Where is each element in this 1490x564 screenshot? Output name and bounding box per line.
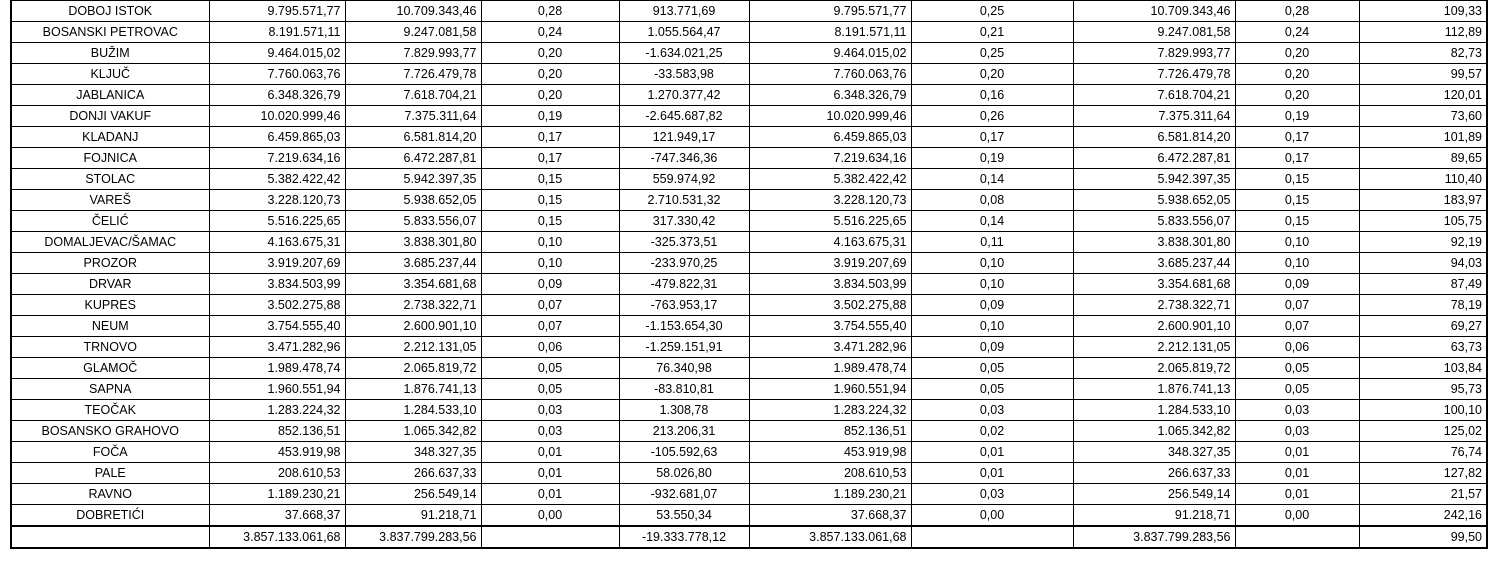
share-cell-col8: 0,17: [1235, 127, 1359, 148]
value-cell-col1: 3.502.275,88: [209, 295, 345, 316]
difference-cell-col4: 913.771,69: [619, 1, 749, 22]
difference-cell-col4: -33.583,98: [619, 64, 749, 85]
value-cell-col2: 7.726.479,78: [345, 64, 481, 85]
index-cell-col9: 82,73: [1359, 43, 1487, 64]
value-cell-col2: 91.218,71: [345, 505, 481, 527]
value-cell-col7: 2.600.901,10: [1073, 316, 1235, 337]
difference-cell-col4: -1.153.654,30: [619, 316, 749, 337]
share-cell-col8: 0,10: [1235, 253, 1359, 274]
value-cell-col1: 5.516.225,65: [209, 211, 345, 232]
share-cell-col6: 0,09: [911, 337, 1073, 358]
share-cell-col3: 0,00: [481, 505, 619, 527]
index-cell-col9: 21,57: [1359, 484, 1487, 505]
share-cell-col8: 0,15: [1235, 190, 1359, 211]
value-cell-col5: 3.502.275,88: [749, 295, 911, 316]
value-cell-col1: 9.795.571,77: [209, 1, 345, 22]
value-cell-col5: 1.189.230,21: [749, 484, 911, 505]
value-cell-col1: 1.989.478,74: [209, 358, 345, 379]
municipality-name-cell: KUPRES: [11, 295, 209, 316]
share-cell-col8: 0,15: [1235, 169, 1359, 190]
total-share-cell-col6: [911, 526, 1073, 548]
share-cell-col6: 0,20: [911, 64, 1073, 85]
share-cell-col3: 0,06: [481, 337, 619, 358]
table-row: [11, 295, 1487, 316]
value-cell-col5: 6.348.326,79: [749, 85, 911, 106]
table-row: [11, 505, 1487, 527]
value-cell-col1: 208.610,53: [209, 463, 345, 484]
share-cell-col3: 0,24: [481, 22, 619, 43]
total-value-cell-col2: 3.837.799.283,56: [345, 526, 481, 548]
share-cell-col8: 0,03: [1235, 421, 1359, 442]
difference-cell-col4: 2.710.531,32: [619, 190, 749, 211]
table-row: [11, 232, 1487, 253]
value-cell-col1: 852.136,51: [209, 421, 345, 442]
value-cell-col5: 208.610,53: [749, 463, 911, 484]
value-cell-col5: 37.668,37: [749, 505, 911, 527]
index-cell-col9: 110,40: [1359, 169, 1487, 190]
value-cell-col2: 5.833.556,07: [345, 211, 481, 232]
share-cell-col8: 0,01: [1235, 463, 1359, 484]
index-cell-col9: 63,73: [1359, 337, 1487, 358]
municipality-name-cell: ČELIĆ: [11, 211, 209, 232]
value-cell-col1: 1.189.230,21: [209, 484, 345, 505]
table-row: [11, 337, 1487, 358]
value-cell-col5: 1.960.551,94: [749, 379, 911, 400]
share-cell-col6: 0,10: [911, 274, 1073, 295]
total-value-cell-col1: 3.857.133.061,68: [209, 526, 345, 548]
value-cell-col1: 3.834.503,99: [209, 274, 345, 295]
share-cell-col6: 0,21: [911, 22, 1073, 43]
value-cell-col1: 9.464.015,02: [209, 43, 345, 64]
value-cell-col5: 852.136,51: [749, 421, 911, 442]
difference-cell-col4: 1.270.377,42: [619, 85, 749, 106]
share-cell-col6: 0,03: [911, 400, 1073, 421]
difference-cell-col4: -1.634.021,25: [619, 43, 749, 64]
value-cell-col5: 3.471.282,96: [749, 337, 911, 358]
index-cell-col9: 100,10: [1359, 400, 1487, 421]
difference-cell-col4: 213.206,31: [619, 421, 749, 442]
value-cell-col5: 7.219.634,16: [749, 148, 911, 169]
table-row: [11, 211, 1487, 232]
value-cell-col2: 3.685.237,44: [345, 253, 481, 274]
table-row: [11, 274, 1487, 295]
table-row: [11, 484, 1487, 505]
difference-cell-col4: -2.645.687,82: [619, 106, 749, 127]
index-cell-col9: 87,49: [1359, 274, 1487, 295]
value-cell-col7: 7.375.311,64: [1073, 106, 1235, 127]
municipality-name-cell: TRNOVO: [11, 337, 209, 358]
value-cell-col1: 7.760.063,76: [209, 64, 345, 85]
municipality-name-cell: DOBOJ ISTOK: [11, 1, 209, 22]
index-cell-col9: 101,89: [1359, 127, 1487, 148]
value-cell-col1: 3.471.282,96: [209, 337, 345, 358]
share-cell-col8: 0,20: [1235, 43, 1359, 64]
share-cell-col3: 0,20: [481, 64, 619, 85]
difference-cell-col4: -763.953,17: [619, 295, 749, 316]
municipality-name-cell: KLADANJ: [11, 127, 209, 148]
table-body: [11, 1, 1487, 549]
table-row: [11, 190, 1487, 211]
value-cell-col2: 5.942.397,35: [345, 169, 481, 190]
value-cell-col7: 348.327,35: [1073, 442, 1235, 463]
table-row: [11, 442, 1487, 463]
municipality-revenue-table: [10, 0, 1488, 549]
share-cell-col3: 0,05: [481, 358, 619, 379]
value-cell-col1: 10.020.999,46: [209, 106, 345, 127]
value-cell-col1: 4.163.675,31: [209, 232, 345, 253]
value-cell-col5: 3.834.503,99: [749, 274, 911, 295]
share-cell-col3: 0,15: [481, 169, 619, 190]
share-cell-col6: 0,03: [911, 484, 1073, 505]
total-row: [11, 526, 1487, 548]
share-cell-col8: 0,07: [1235, 316, 1359, 337]
share-cell-col3: 0,05: [481, 379, 619, 400]
index-cell-col9: 127,82: [1359, 463, 1487, 484]
value-cell-col7: 2.212.131,05: [1073, 337, 1235, 358]
share-cell-col8: 0,20: [1235, 64, 1359, 85]
table-row: [11, 148, 1487, 169]
share-cell-col3: 0,03: [481, 400, 619, 421]
total-value-cell-col7: 3.837.799.283,56: [1073, 526, 1235, 548]
value-cell-col5: 5.382.422,42: [749, 169, 911, 190]
share-cell-col6: 0,10: [911, 253, 1073, 274]
share-cell-col6: 0,05: [911, 379, 1073, 400]
value-cell-col5: 1.989.478,74: [749, 358, 911, 379]
value-cell-col2: 348.327,35: [345, 442, 481, 463]
value-cell-col1: 453.919,98: [209, 442, 345, 463]
value-cell-col7: 7.618.704,21: [1073, 85, 1235, 106]
value-cell-col5: 7.760.063,76: [749, 64, 911, 85]
total-share-cell-col8: [1235, 526, 1359, 548]
share-cell-col8: 0,05: [1235, 358, 1359, 379]
share-cell-col3: 0,09: [481, 274, 619, 295]
value-cell-col5: 3.754.555,40: [749, 316, 911, 337]
value-cell-col7: 9.247.081,58: [1073, 22, 1235, 43]
index-cell-col9: 69,27: [1359, 316, 1487, 337]
value-cell-col7: 5.942.397,35: [1073, 169, 1235, 190]
value-cell-col5: 8.191.571,11: [749, 22, 911, 43]
index-cell-col9: 94,03: [1359, 253, 1487, 274]
value-cell-col7: 266.637,33: [1073, 463, 1235, 484]
value-cell-col1: 3.754.555,40: [209, 316, 345, 337]
value-cell-col1: 3.228.120,73: [209, 190, 345, 211]
share-cell-col6: 0,05: [911, 358, 1073, 379]
value-cell-col2: 7.829.993,77: [345, 43, 481, 64]
difference-cell-col4: -233.970,25: [619, 253, 749, 274]
value-cell-col5: 5.516.225,65: [749, 211, 911, 232]
share-cell-col3: 0,17: [481, 148, 619, 169]
table-row: [11, 169, 1487, 190]
share-cell-col8: 0,00: [1235, 505, 1359, 527]
table-row: [11, 85, 1487, 106]
difference-cell-col4: 317.330,42: [619, 211, 749, 232]
municipality-name-cell: BUŽIM: [11, 43, 209, 64]
value-cell-col7: 1.284.533,10: [1073, 400, 1235, 421]
value-cell-col1: 1.960.551,94: [209, 379, 345, 400]
table-row: [11, 400, 1487, 421]
value-cell-col1: 6.348.326,79: [209, 85, 345, 106]
index-cell-col9: 105,75: [1359, 211, 1487, 232]
value-cell-col2: 1.065.342,82: [345, 421, 481, 442]
municipality-name-cell: BOSANSKO GRAHOVO: [11, 421, 209, 442]
difference-cell-col4: 559.974,92: [619, 169, 749, 190]
share-cell-col3: 0,01: [481, 484, 619, 505]
index-cell-col9: 103,84: [1359, 358, 1487, 379]
value-cell-col5: 453.919,98: [749, 442, 911, 463]
table-row: [11, 64, 1487, 85]
share-cell-col8: 0,06: [1235, 337, 1359, 358]
table-row: [11, 379, 1487, 400]
value-cell-col7: 3.685.237,44: [1073, 253, 1235, 274]
share-cell-col3: 0,15: [481, 190, 619, 211]
municipality-name-cell: STOLAC: [11, 169, 209, 190]
share-cell-col6: 0,08: [911, 190, 1073, 211]
value-cell-col2: 6.472.287,81: [345, 148, 481, 169]
share-cell-col6: 0,19: [911, 148, 1073, 169]
index-cell-col9: 76,74: [1359, 442, 1487, 463]
index-cell-col9: 120,01: [1359, 85, 1487, 106]
share-cell-col6: 0,01: [911, 463, 1073, 484]
table-row: [11, 106, 1487, 127]
value-cell-col7: 7.726.479,78: [1073, 64, 1235, 85]
value-cell-col7: 7.829.993,77: [1073, 43, 1235, 64]
municipality-name-cell: SAPNA: [11, 379, 209, 400]
value-cell-col2: 6.581.814,20: [345, 127, 481, 148]
table-row: [11, 421, 1487, 442]
value-cell-col2: 256.549,14: [345, 484, 481, 505]
value-cell-col5: 1.283.224,32: [749, 400, 911, 421]
municipality-name-cell: PROZOR: [11, 253, 209, 274]
value-cell-col7: 6.472.287,81: [1073, 148, 1235, 169]
share-cell-col6: 0,16: [911, 85, 1073, 106]
share-cell-col3: 0,01: [481, 463, 619, 484]
value-cell-col1: 8.191.571,11: [209, 22, 345, 43]
share-cell-col3: 0,28: [481, 1, 619, 22]
share-cell-col6: 0,14: [911, 169, 1073, 190]
municipality-name-cell: KLJUČ: [11, 64, 209, 85]
share-cell-col8: 0,28: [1235, 1, 1359, 22]
index-cell-col9: 95,73: [1359, 379, 1487, 400]
share-cell-col6: 0,26: [911, 106, 1073, 127]
municipality-name-cell: RAVNO: [11, 484, 209, 505]
value-cell-col7: 3.838.301,80: [1073, 232, 1235, 253]
index-cell-col9: 73,60: [1359, 106, 1487, 127]
value-cell-col2: 3.838.301,80: [345, 232, 481, 253]
value-cell-col7: 1.876.741,13: [1073, 379, 1235, 400]
value-cell-col7: 3.354.681,68: [1073, 274, 1235, 295]
value-cell-col2: 3.354.681,68: [345, 274, 481, 295]
municipality-name-cell: PALE: [11, 463, 209, 484]
index-cell-col9: 89,65: [1359, 148, 1487, 169]
value-cell-col2: 10.709.343,46: [345, 1, 481, 22]
value-cell-col2: 2.738.322,71: [345, 295, 481, 316]
municipality-name-cell: DOBRETIĆI: [11, 505, 209, 527]
share-cell-col3: 0,19: [481, 106, 619, 127]
difference-cell-col4: -479.822,31: [619, 274, 749, 295]
share-cell-col8: 0,09: [1235, 274, 1359, 295]
value-cell-col5: 4.163.675,31: [749, 232, 911, 253]
difference-cell-col4: -325.373,51: [619, 232, 749, 253]
value-cell-col7: 6.581.814,20: [1073, 127, 1235, 148]
municipality-name-cell: JABLANICA: [11, 85, 209, 106]
value-cell-col7: 2.065.819,72: [1073, 358, 1235, 379]
value-cell-col1: 3.919.207,69: [209, 253, 345, 274]
share-cell-col8: 0,03: [1235, 400, 1359, 421]
municipality-name-cell: DONJI VAKUF: [11, 106, 209, 127]
share-cell-col3: 0,10: [481, 253, 619, 274]
table-row: [11, 253, 1487, 274]
table-row: [11, 1, 1487, 22]
share-cell-col3: 0,03: [481, 421, 619, 442]
difference-cell-col4: -932.681,07: [619, 484, 749, 505]
value-cell-col7: 2.738.322,71: [1073, 295, 1235, 316]
table-row: [11, 43, 1487, 64]
difference-cell-col4: 53.550,34: [619, 505, 749, 527]
difference-cell-col4: -747.346,36: [619, 148, 749, 169]
value-cell-col2: 2.065.819,72: [345, 358, 481, 379]
share-cell-col6: 0,02: [911, 421, 1073, 442]
value-cell-col1: 7.219.634,16: [209, 148, 345, 169]
share-cell-col6: 0,00: [911, 505, 1073, 527]
share-cell-col3: 0,10: [481, 232, 619, 253]
value-cell-col2: 7.375.311,64: [345, 106, 481, 127]
municipality-name-cell: GLAMOČ: [11, 358, 209, 379]
value-cell-col5: 9.464.015,02: [749, 43, 911, 64]
share-cell-col6: 0,17: [911, 127, 1073, 148]
share-cell-col3: 0,20: [481, 43, 619, 64]
share-cell-col3: 0,01: [481, 442, 619, 463]
table-row: [11, 358, 1487, 379]
value-cell-col1: 1.283.224,32: [209, 400, 345, 421]
index-cell-col9: 125,02: [1359, 421, 1487, 442]
share-cell-col6: 0,10: [911, 316, 1073, 337]
index-cell-col9: 112,89: [1359, 22, 1487, 43]
table-row: [11, 316, 1487, 337]
value-cell-col2: 266.637,33: [345, 463, 481, 484]
value-cell-col7: 256.549,14: [1073, 484, 1235, 505]
share-cell-col6: 0,25: [911, 43, 1073, 64]
value-cell-col2: 1.876.741,13: [345, 379, 481, 400]
total-value-cell-col5: 3.857.133.061,68: [749, 526, 911, 548]
total-difference-cell-col4: -19.333.778,12: [619, 526, 749, 548]
share-cell-col8: 0,01: [1235, 442, 1359, 463]
municipality-name-cell: FOJNICA: [11, 148, 209, 169]
municipality-name-cell: FOČA: [11, 442, 209, 463]
share-cell-col6: 0,01: [911, 442, 1073, 463]
total-index-cell-col9: 99,50: [1359, 526, 1487, 548]
share-cell-col3: 0,17: [481, 127, 619, 148]
value-cell-col5: 9.795.571,77: [749, 1, 911, 22]
value-cell-col1: 6.459.865,03: [209, 127, 345, 148]
share-cell-col6: 0,11: [911, 232, 1073, 253]
share-cell-col3: 0,15: [481, 211, 619, 232]
difference-cell-col4: 58.026,80: [619, 463, 749, 484]
share-cell-col6: 0,25: [911, 1, 1073, 22]
difference-cell-col4: -83.810,81: [619, 379, 749, 400]
value-cell-col2: 2.212.131,05: [345, 337, 481, 358]
value-cell-col2: 5.938.652,05: [345, 190, 481, 211]
index-cell-col9: 99,57: [1359, 64, 1487, 85]
value-cell-col2: 7.618.704,21: [345, 85, 481, 106]
value-cell-col2: 9.247.081,58: [345, 22, 481, 43]
index-cell-col9: 242,16: [1359, 505, 1487, 527]
value-cell-col5: 3.228.120,73: [749, 190, 911, 211]
value-cell-col2: 2.600.901,10: [345, 316, 481, 337]
municipality-name-cell: DRVAR: [11, 274, 209, 295]
index-cell-col9: 78,19: [1359, 295, 1487, 316]
share-cell-col8: 0,15: [1235, 211, 1359, 232]
difference-cell-col4: 1.055.564,47: [619, 22, 749, 43]
value-cell-col7: 91.218,71: [1073, 505, 1235, 527]
value-cell-col5: 10.020.999,46: [749, 106, 911, 127]
municipality-name-cell: BOSANSKI PETROVAC: [11, 22, 209, 43]
share-cell-col3: 0,07: [481, 295, 619, 316]
index-cell-col9: 109,33: [1359, 1, 1487, 22]
value-cell-col5: 6.459.865,03: [749, 127, 911, 148]
share-cell-col8: 0,19: [1235, 106, 1359, 127]
table-row: [11, 22, 1487, 43]
share-cell-col8: 0,20: [1235, 85, 1359, 106]
difference-cell-col4: 76.340,98: [619, 358, 749, 379]
value-cell-col7: 1.065.342,82: [1073, 421, 1235, 442]
difference-cell-col4: -1.259.151,91: [619, 337, 749, 358]
municipality-name-cell: NEUM: [11, 316, 209, 337]
share-cell-col8: 0,07: [1235, 295, 1359, 316]
share-cell-col3: 0,07: [481, 316, 619, 337]
difference-cell-col4: 121.949,17: [619, 127, 749, 148]
value-cell-col1: 5.382.422,42: [209, 169, 345, 190]
value-cell-col5: 3.919.207,69: [749, 253, 911, 274]
total-share-cell-col3: [481, 526, 619, 548]
share-cell-col6: 0,09: [911, 295, 1073, 316]
share-cell-col3: 0,20: [481, 85, 619, 106]
share-cell-col8: 0,01: [1235, 484, 1359, 505]
value-cell-col7: 10.709.343,46: [1073, 1, 1235, 22]
share-cell-col6: 0,14: [911, 211, 1073, 232]
total-municipality-name-cell: [11, 526, 209, 548]
share-cell-col8: 0,10: [1235, 232, 1359, 253]
index-cell-col9: 183,97: [1359, 190, 1487, 211]
share-cell-col8: 0,05: [1235, 379, 1359, 400]
municipality-name-cell: DOMALJEVAC/ŠAMAC: [11, 232, 209, 253]
value-cell-col7: 5.938.652,05: [1073, 190, 1235, 211]
share-cell-col8: 0,24: [1235, 22, 1359, 43]
table-row: [11, 463, 1487, 484]
index-cell-col9: 92,19: [1359, 232, 1487, 253]
share-cell-col8: 0,17: [1235, 148, 1359, 169]
municipality-name-cell: TEOČAK: [11, 400, 209, 421]
municipality-name-cell: VAREŠ: [11, 190, 209, 211]
value-cell-col1: 37.668,37: [209, 505, 345, 527]
difference-cell-col4: 1.308,78: [619, 400, 749, 421]
value-cell-col2: 1.284.533,10: [345, 400, 481, 421]
value-cell-col7: 5.833.556,07: [1073, 211, 1235, 232]
table-row: [11, 127, 1487, 148]
difference-cell-col4: -105.592,63: [619, 442, 749, 463]
